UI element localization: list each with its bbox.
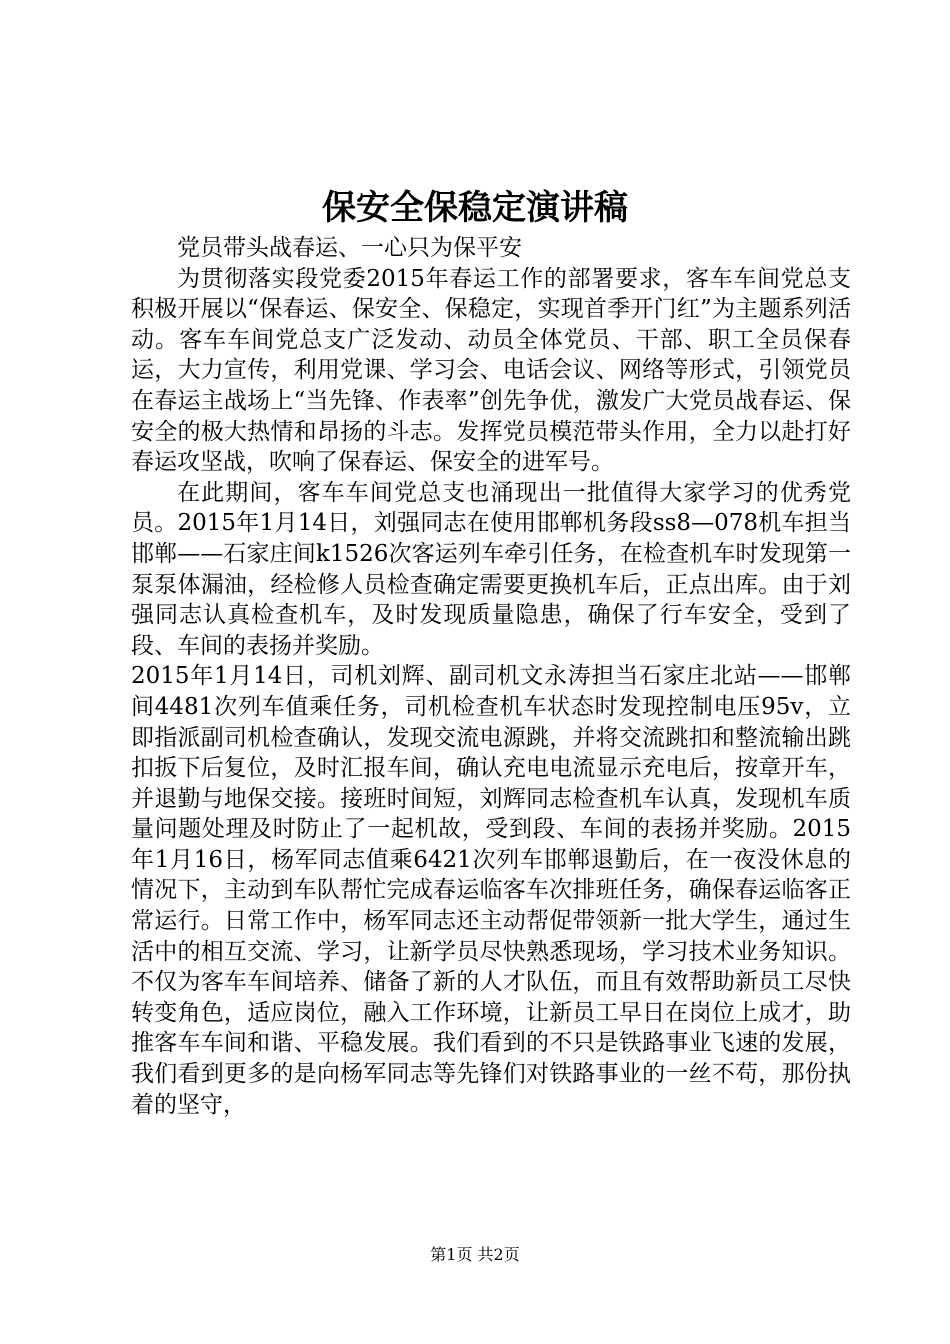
paragraph: 为贯彻落实段党委2015年春运工作的部署要求，客车车间党总支积极开展以“保春运、保安全、保稳定，实现首季开门红”为主题系列活动。客车车间党总支广泛发动、动员全体党员、干部、职工全员保春运，大力宣传，利用党课、学习会、电话会议、网络等形式，引领党员在春运主战场上“当先锋、作表率”创先争优，激发广大党员战春运、保安全的极大热情和昂扬的斗志。发挥党员模范带头作用，全力以赴打好春运攻坚战，吹响了保春运、保安全的进军号。 xyxy=(131,265,851,476)
paragraph: 2015年1月14日，司机刘辉、副司机文永涛担当石家庄北站——邯郸间4481次列车值乘任务，司机检查机车状态时发现控制电压95v，立即指派副司机检查确认，发现交流电源跳，并将交流跳扣和整流输出跳扣扳下后复位，及时汇报车间，确认充电电流显示充电后，按章开车，并退勤与地保交接。接班时间短，刘辉同志检查机车认真，发现机车质量问题处理及时防止了一起机故，受到段、车间的表扬并奖励。2015年1月16日，杨军同志值乘6421次列车邯郸退勤后，在一夜没休息的情况下，主动到车队帮忙完成春运临客车次排班任务，确保春运临客正常运行。日常工作中，杨军同志还主动帮促带领新一批大学生，通过生活中的相互交流、学习，让新学员尽快熟悉现场，学习技术业务知识。不仅为客车车间培养、储备了新的人才队伍，而且有效帮助新员工尽快转变角色，适应岗位，融入工作环境，让新员工早日在岗位上成才，助推客车车间和谐、平稳发展。我们看到的不只是铁路事业飞速的发展，我们看到更多的是向杨军同志等先锋们对铁路事业的一丝不苟，那份执着的坚守， xyxy=(131,663,851,1118)
document-body xyxy=(131,233,851,1120)
page-footer: 第1页 共2页 xyxy=(430,1245,520,1264)
paragraph: 在此期间，客车车间党总支也涌现出一批值得大家学习的优秀党员。2015年1月14日，刘强同志在使用邯郸机务段ss8—078机车担当邯郸——石家庄间k1526次客运列车牵引任务，在检查机车时发现第一泵泵体漏油，经检修人员检查确定需要更换机车后，正点出库。由于刘强同志认真检查机车，及时发现质量隐患，确保了行车安全，受到了段、车间的表扬并奖励。 xyxy=(131,479,851,659)
document-subtitle: 党员带头战春运、一心只为保平安 xyxy=(177,235,522,261)
document-title: 保安全保稳定演讲稿 xyxy=(322,188,628,228)
